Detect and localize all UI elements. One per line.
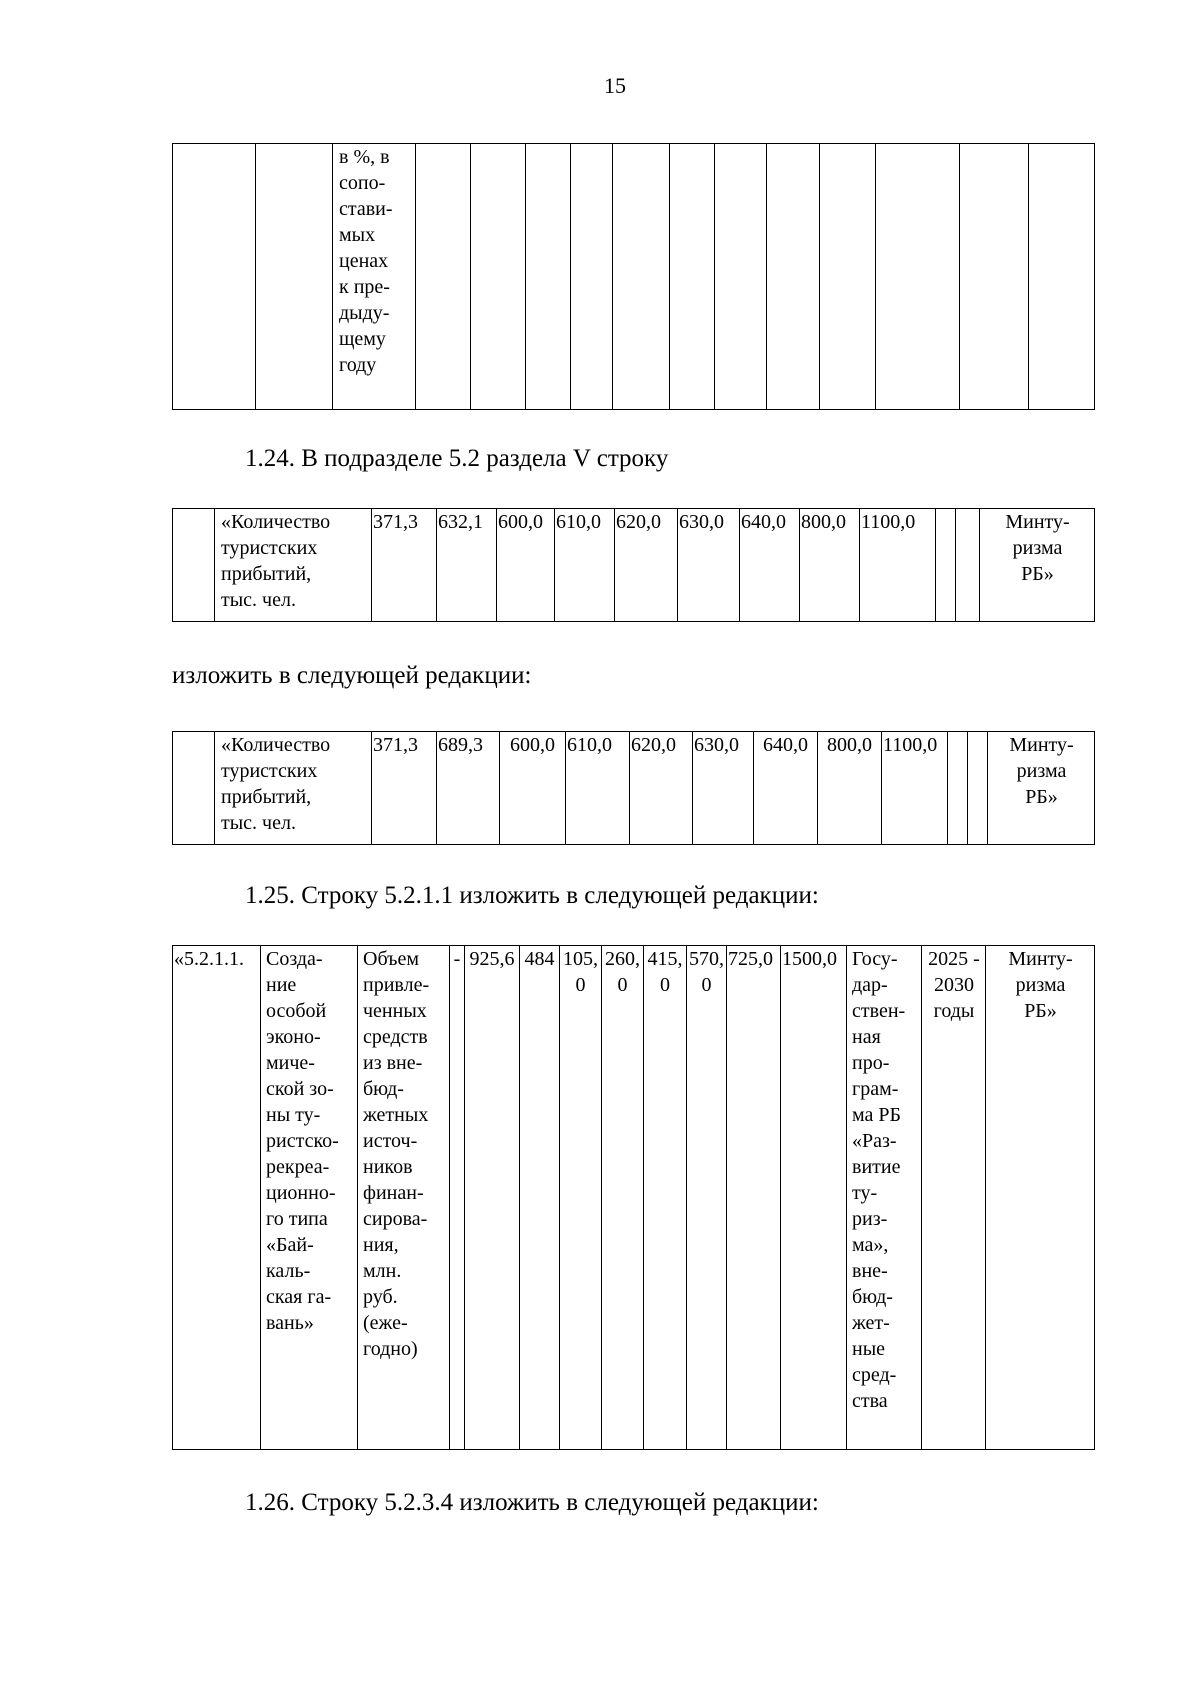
value-cell: 689,3	[437, 732, 500, 845]
value-cell: 725,0	[727, 946, 781, 1450]
cell-empty	[820, 144, 876, 410]
value-cell	[968, 732, 988, 845]
cell-empty	[173, 144, 256, 410]
value-cell: 610,0	[555, 509, 615, 622]
value-cell: 1500,0	[781, 946, 847, 1450]
paragraph-edit: изложить в следующей редакции:	[172, 662, 532, 689]
row-number: «5.2.1.1.	[173, 946, 261, 1450]
value-cell: 1100,0	[882, 732, 948, 845]
responsible-cell: Минту- ризма РБ»	[980, 509, 1095, 622]
cell-empty	[471, 144, 526, 410]
table-continuation	[172, 143, 1095, 410]
value-cell: 800,0	[818, 732, 882, 845]
cell-number	[173, 732, 215, 845]
cell-empty	[613, 144, 670, 410]
value-cell: -	[450, 946, 465, 1450]
indicator-name: «Количество туристских прибытий, тыс. чел.	[215, 509, 372, 622]
value-cell: 570, 0	[687, 946, 727, 1450]
period-cell: 2025 - 2030 годы	[922, 946, 986, 1450]
cell-empty	[416, 144, 471, 410]
cell-empty	[670, 144, 715, 410]
value-cell: 925,6	[465, 946, 520, 1450]
value-cell: 640,0	[740, 509, 800, 622]
value-cell: 600,0	[500, 732, 566, 845]
value-cell	[956, 509, 980, 622]
paragraph-1-24: 1.24. В подразделе 5.2 раздела V строку	[245, 445, 669, 472]
cell-number	[173, 509, 215, 622]
value-cell: 800,0	[800, 509, 860, 622]
funding-source: Госу- дар- ствен- ная про- грам- ма РБ «Раз- витие ту- риз- ма», вне- бюд- жет- ные сред- ства	[847, 946, 922, 1450]
value-cell: 260, 0	[602, 946, 644, 1450]
cell-empty	[571, 144, 613, 410]
paragraph-1-26: 1.26. Строку 5.2.3.4 изложить в следующей редакции:	[245, 1489, 819, 1516]
value-cell: 484	[520, 946, 560, 1450]
value-cell: 600,0	[497, 509, 555, 622]
value-cell: 371,3	[372, 732, 437, 845]
value-cell: 610,0	[566, 732, 630, 845]
page-number: 15	[604, 73, 626, 98]
cell-empty	[767, 144, 820, 410]
cell-empty	[1029, 144, 1095, 410]
indicator-cell: в %, в сопо- стави- мых ценах к пре- дыду- щему году	[333, 144, 416, 410]
cell-empty	[256, 144, 333, 410]
paragraph-1-25: 1.25. Строку 5.2.1.1 изложить в следующей редакции:	[245, 882, 819, 909]
value-cell: 620,0	[630, 732, 693, 845]
responsible-cell: Минту- ризма РБ»	[988, 732, 1095, 845]
cell-empty	[715, 144, 767, 410]
table-new-row	[172, 731, 1095, 845]
value-cell	[936, 509, 956, 622]
table-old-row	[172, 508, 1095, 622]
cell-empty	[526, 144, 571, 410]
indicator-name: Объем привле- ченных средств из вне- бюд- жетных источ- ников финан- сирова- ния, млн. руб. (еже- годно)	[358, 946, 450, 1450]
value-cell: 415, 0	[644, 946, 687, 1450]
value-cell: 632,1	[437, 509, 497, 622]
value-cell: 105, 0	[560, 946, 602, 1450]
indicator-name: «Количество туристских прибытий, тыс. чел.	[215, 732, 372, 845]
value-cell	[948, 732, 968, 845]
value-cell: 630,0	[678, 509, 740, 622]
value-cell: 371,3	[372, 509, 437, 622]
activity-name: Созда- ние особой эконо- миче- ской зо- ны ту- ристско- рекреа- ционно- го типа «Бай- каль- ская га- вань»	[261, 946, 358, 1450]
cell-empty	[876, 144, 960, 410]
value-cell: 620,0	[615, 509, 678, 622]
value-cell: 640,0	[754, 732, 818, 845]
value-cell: 1100,0	[860, 509, 936, 622]
value-cell: 630,0	[693, 732, 754, 845]
responsible-cell: Минту- ризма РБ»	[986, 946, 1095, 1450]
table-row-5-2-1-1	[172, 945, 1095, 1450]
cell-empty	[960, 144, 1029, 410]
